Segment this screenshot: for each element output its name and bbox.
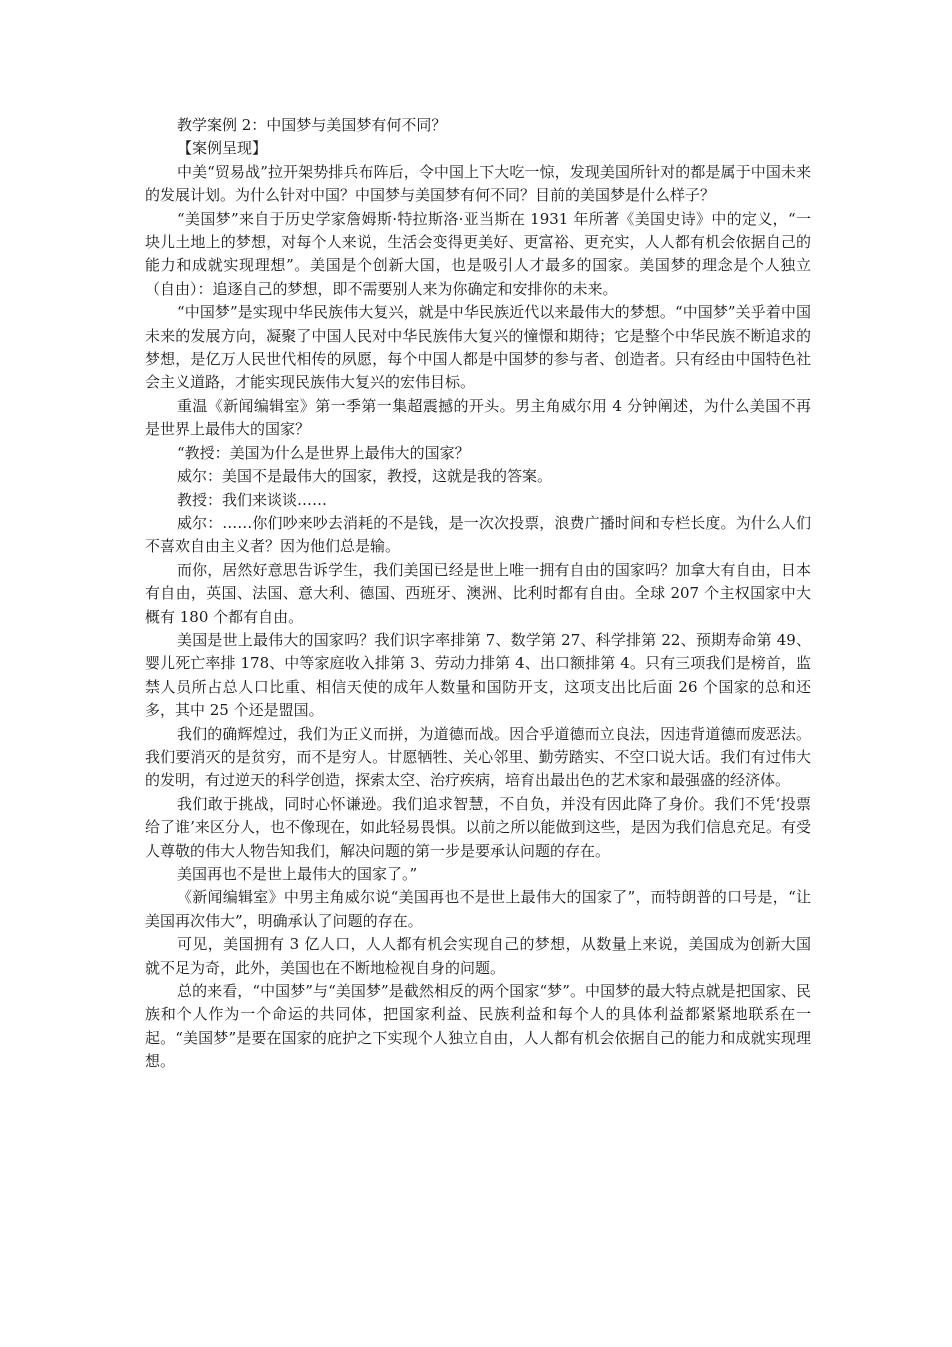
paragraph: “美国梦”来自于历史学家詹姆斯·特拉斯洛·亚当斯在 1931 年所著《美国史诗》中的定义，“一块儿土地上的梦想，对每个人来说，生活会变得更美好、更富裕、更充实，人人都有机会依据自己的能力和成就实现理想”。美国是个创新大国，也是吸引人才最多的国家。美国梦的理念是个人独立（自由）：追逐自己的梦想，即不需要别人来为你确定和安排你的未来。 [145, 209, 811, 298]
paragraph: “中国梦”是实现中华民族伟大复兴，就是中华民族近代以来最伟大的梦想。“中国梦”关乎着中国未来的发展方向，凝聚了中国人民对中华民族伟大复兴的憧憬和期待；它是整个中华民族不断追求的梦想，是亿万人民世代相传的夙愿，每个中国人都是中国梦的参与者、创造者。只有经由中国特色社会主义道路，才能实现民族伟大复兴的宏伟目标。 [145, 303, 811, 392]
paragraph: 我们的确辉煌过，我们为正义而拼，为道德而战。因合乎道德而立良法，因违背道德而废恶法。我们要消灭的是贫穷，而不是穷人。甘愿牺牲、关心邻里、勤劳踏实、不空口说大话。我们有过伟大的发明，有过逆天的科学创造，探索太空、治疗疾病，培育出最出色的艺术家和最强盛的经济体。 [145, 724, 811, 790]
paragraph: 《新闻编辑室》中男主角威尔说“美国再也不是世上最伟大的国家了”，而特朗普的口号是，“让美国再次伟大”，明确承认了问题的存在。 [145, 888, 811, 930]
paragraph: 中美“贸易战”拉开架势排兵布阵后，令中国上下大吃一惊，发现美国所针对的都是属于中国未来的发展计划。为什么针对中国？中国梦与美国梦有何不同？目前的美国梦是什么样子？ [145, 162, 811, 205]
dialogue-line: 教授：我们来谈谈…… [177, 490, 328, 509]
dialogue-line: 美国再也不是世上最伟大的国家了。” [177, 865, 418, 883]
section-heading: 【案例呈现】 [177, 139, 268, 158]
document-body [145, 114, 811, 1074]
dialogue-line: “教授：美国为什么是世界上最伟大的国家？ [177, 443, 470, 462]
case-title: 教学案例 2：中国梦与美国梦有何不同？ [177, 116, 447, 134]
paragraph: 美国是世上最伟大的国家吗？我们识字率排第 7、数学第 27、科学排第 22、预期寿命第 49、婴儿死亡率排 178、中等家庭收入排第 3、劳动力排第 4、出口额排第 4。只有三项我们是榜首，监禁人员所占总人口比重、相信天使的成年人数量和国防开支，这项支出比后面 26 个国家的总和还多，其中 25 个还是盟国。 [145, 630, 811, 720]
paragraph: 可见，美国拥有 3 亿人口，人人都有机会实现自己的梦想，从数量上来说，美国成为创新大国就不足为奇，此外，美国也在不断地检视自身的问题。 [145, 935, 811, 977]
paragraph: 我们敢于挑战，同时心怀谦逊。我们追求智慧，不自负，并没有因此降了身价。我们不凭‘投票给了谁’来区分人，也不像现在，如此轻易畏惧。以前之所以能做到这些，是因为我们信息充足。有受人尊敬的伟大人物告知我们，解决问题的第一步是要承认问题的存在。 [145, 794, 811, 860]
dialogue-line: 威尔：……你们吵来吵去消耗的不是钱，是一次次投票，浪费广播时间和专栏长度。为什么人们不喜欢自由主义者？因为他们总是输。 [145, 513, 811, 556]
paragraph: 而你，居然好意思告诉学生，我们美国已经是世上唯一拥有自由的国家吗？加拿大有自由，日本有自由，英国、法国、意大利、德国、西班牙、澳洲、比利时都有自由。全球 207 个主权国家中大概有 180 个都有自由。 [145, 560, 811, 626]
paragraph: 重温《新闻编辑室》第一季第一集超震撼的开头。男主角威尔用 4 分钟阐述，为什么美国不再是世界上最伟大的国家？ [145, 396, 811, 439]
dialogue-line: 威尔：美国不是最伟大的国家，教授，这就是我的答案。 [177, 467, 553, 486]
paragraph: 总的来看，“中国梦”与“美国梦”是截然相反的两个国家“梦”。中国梦的最大特点就是把国家、民族和个人作为一个命运的共同体，把国家利益、民族利益和每个人的具体利益都紧紧地联系在一起。“美国梦”是要在国家的庇护之下实现个人独立自由，人人都有机会依据自己的能力和成就实现理想。 [145, 982, 811, 1071]
